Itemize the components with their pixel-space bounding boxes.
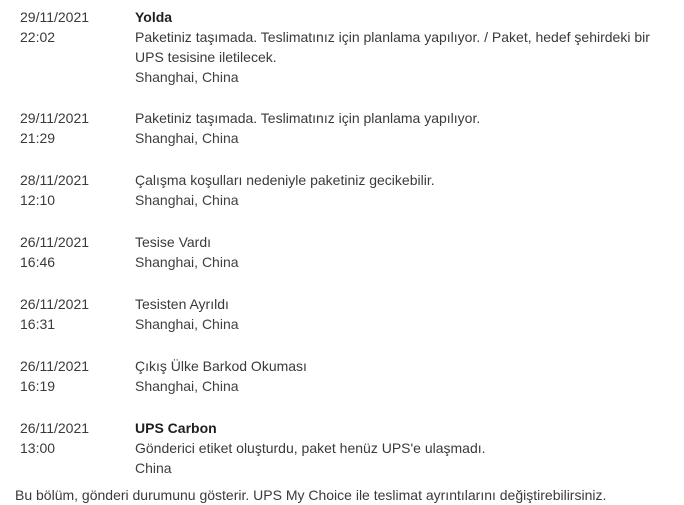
event-details bbox=[135, 170, 684, 210]
footer-note-clip bbox=[15, 485, 684, 503]
event-datetime bbox=[0, 7, 135, 87]
event-time: 16:19 bbox=[20, 378, 56, 394]
event-description: Tesise Vardı bbox=[135, 234, 211, 250]
event-time: 22:02 bbox=[20, 29, 56, 45]
event-description: Tesisten Ayrıldı bbox=[135, 296, 229, 312]
event-description: Paketiniz taşımada. Teslimatınız için planlama yapılıyor. bbox=[135, 110, 481, 126]
event-location: Shanghai, China bbox=[135, 254, 239, 270]
event-time: 16:46 bbox=[20, 254, 56, 270]
event-details bbox=[135, 356, 684, 396]
footer-note: Bu bölüm, gönderi durumunu gösterir. UPS My Choice ile teslimat ayrıntılarını değiştirebilirsiniz. bbox=[15, 487, 607, 503]
event-details bbox=[135, 108, 684, 148]
event-description: Gönderici etiket oluşturdu, paket henüz UPS'e ulaşmadı. bbox=[135, 440, 486, 456]
event-location: Shanghai, China bbox=[135, 316, 239, 332]
tracking-event-2 bbox=[0, 108, 684, 148]
event-date: 28/11/2021 bbox=[20, 172, 90, 188]
event-date: 26/11/2021 bbox=[20, 420, 90, 436]
event-date: 26/11/2021 bbox=[20, 358, 90, 374]
event-date: 26/11/2021 bbox=[20, 234, 90, 250]
event-date: 29/11/2021 bbox=[20, 110, 90, 126]
tracking-event-3 bbox=[0, 170, 684, 210]
event-datetime bbox=[0, 232, 135, 272]
event-location: Shanghai, China bbox=[135, 378, 239, 394]
event-location: Shanghai, China bbox=[135, 192, 239, 208]
tracking-event-7 bbox=[0, 418, 684, 478]
event-datetime bbox=[0, 418, 135, 478]
event-status-title: UPS Carbon bbox=[135, 420, 217, 436]
event-details bbox=[135, 232, 684, 272]
event-datetime bbox=[0, 170, 135, 210]
event-details bbox=[135, 418, 684, 478]
event-location: Shanghai, China bbox=[135, 130, 239, 146]
event-location: China bbox=[135, 460, 172, 476]
tracking-event-1 bbox=[0, 7, 684, 87]
event-time: 16:31 bbox=[20, 316, 56, 332]
event-details bbox=[135, 294, 684, 334]
event-datetime bbox=[0, 108, 135, 148]
event-datetime bbox=[0, 294, 135, 334]
event-status-title: Yolda bbox=[135, 9, 173, 25]
event-time: 12:10 bbox=[20, 192, 56, 208]
tracking-event-6 bbox=[0, 356, 684, 396]
event-date: 26/11/2021 bbox=[20, 296, 90, 312]
event-description: Çıkış Ülke Barkod Okuması bbox=[135, 358, 307, 374]
event-description: Paketiniz taşımada. Teslimatınız için planlama yapılıyor. / Paket, hedef şehirdeki bir UPS tesisine iletilecek. bbox=[135, 29, 650, 65]
event-time: 13:00 bbox=[20, 440, 56, 456]
event-location: Shanghai, China bbox=[135, 69, 239, 85]
event-datetime bbox=[0, 356, 135, 396]
tracking-event-5 bbox=[0, 294, 684, 334]
event-details bbox=[135, 7, 684, 87]
tracking-event-4 bbox=[0, 232, 684, 272]
event-date: 29/11/2021 bbox=[20, 9, 90, 25]
event-time: 21:29 bbox=[20, 130, 56, 146]
event-description: Çalışma koşulları nedeniyle paketiniz gecikebilir. bbox=[135, 172, 435, 188]
